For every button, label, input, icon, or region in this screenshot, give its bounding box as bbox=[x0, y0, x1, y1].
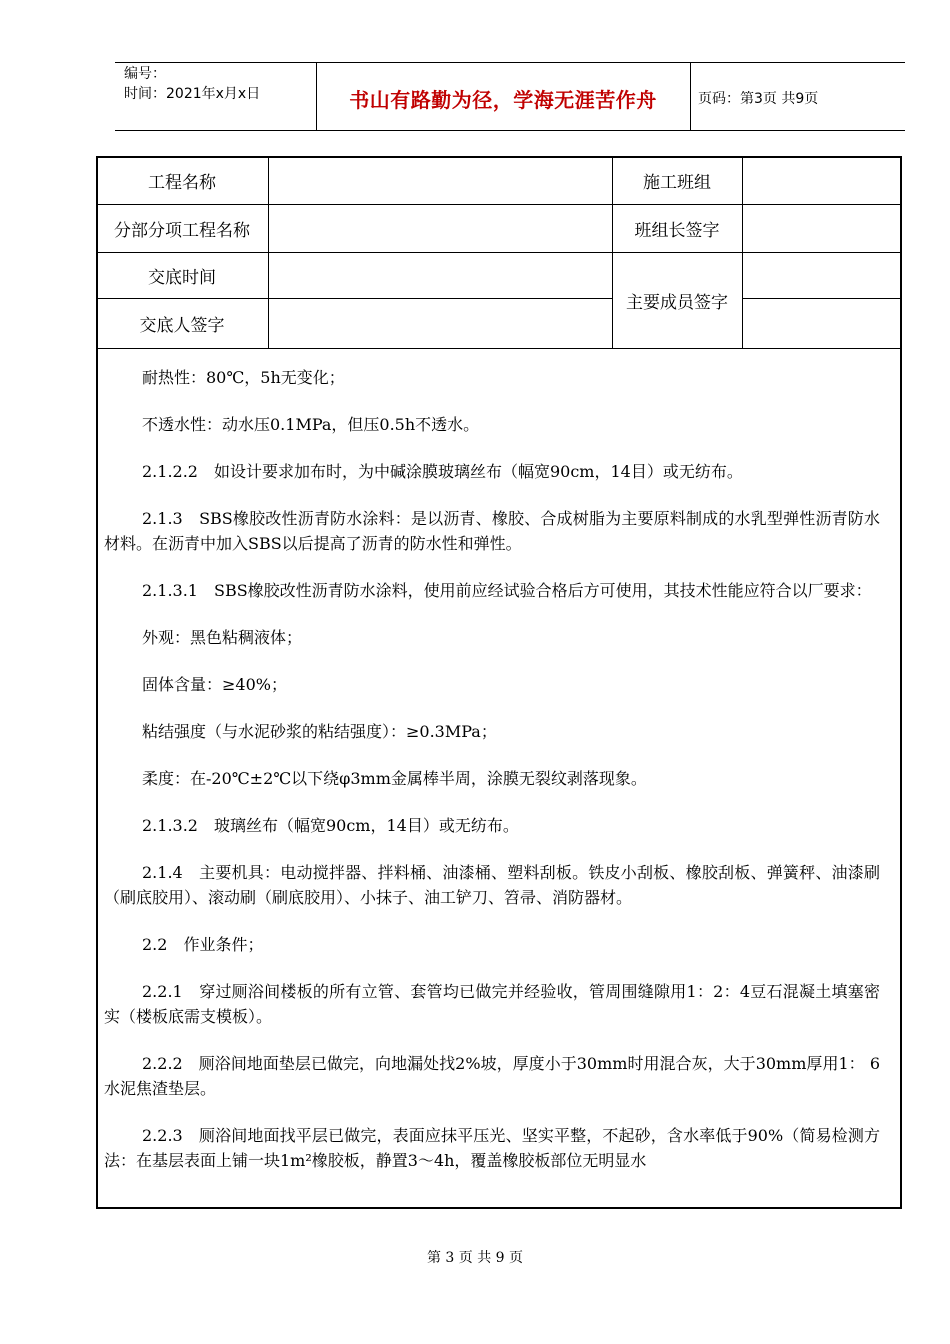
team-leader-sign-label: 班组长签字 bbox=[634, 220, 720, 241]
team-leader-sign-field[interactable] bbox=[742, 204, 902, 252]
paragraph: 固体含量：≥40%； bbox=[142, 675, 287, 694]
paragraph: 外观：黑色粘稠液体； bbox=[142, 628, 303, 647]
paragraph: 2.1.3.1 SBS橡胶改性沥青防水涂料，使用前应经试验合格后方可使用，其技术性能应符合以厂要求： bbox=[142, 581, 872, 600]
header-divider-right bbox=[690, 62, 691, 130]
header-meta bbox=[124, 64, 260, 104]
paragraph: 2.1.3 SBS橡胶改性沥青防水涂料：是以沥青、橡胶、合成树脂为主要原料制成的水乳型弹性沥青防水材料。在沥青中加入SBS以后提高了沥青的防水性和弹性。 bbox=[104, 509, 880, 553]
header-top-rule bbox=[115, 62, 905, 63]
team-field[interactable] bbox=[742, 156, 902, 204]
project-name-field[interactable] bbox=[268, 156, 612, 204]
page-footer: 第 3 页 共 9 页 bbox=[426, 1250, 524, 1266]
paragraph: 2.1.2.2 如设计要求加布时，为中碱涂膜玻璃丝布（幅宽90cm，14目）或无纺布。 bbox=[142, 462, 743, 481]
handover-time-label: 交底时间 bbox=[148, 267, 216, 288]
time-line: 时间：2021年x月x日 bbox=[124, 86, 261, 102]
paragraph: 2.2.2 厕浴间地面垫层已做完，向地漏处找2%坡，厚度小于30mm时用混合灰，大于30mm厚用1： 6水泥焦渣垫层。 bbox=[104, 1054, 880, 1098]
handover-person-sign-label: 交底人签字 bbox=[139, 315, 225, 336]
number-label: 编号： bbox=[124, 66, 166, 82]
page-info: 页码：第3页 共9页 bbox=[698, 91, 819, 107]
paragraph: 粘结强度（与水泥砂浆的粘结强度）：≥0.3MPa； bbox=[142, 722, 497, 741]
handover-time-field[interactable] bbox=[268, 252, 612, 298]
motto: 书山有路勤为径，学海无涯苦作舟 bbox=[349, 88, 657, 112]
handover-person-sign-field[interactable] bbox=[268, 298, 612, 348]
sub-project-label: 分部分项工程名称 bbox=[114, 220, 250, 241]
team-label: 施工班组 bbox=[643, 172, 711, 193]
paragraph: 不透水性：动水压0.1MPa，但压0.5h不透水。 bbox=[142, 415, 480, 434]
paragraph: 2.1.4 主要机具：电动搅拌器、拌料桶、油漆桶、塑料刮板。铁皮小刮板、橡胶刮板、弹簧秤、油漆刷（刷底胶用）、滚动刷（刷底胶用）、小抹子、油工铲刀、笤帚、消防器材。 bbox=[104, 863, 880, 907]
header-divider-left bbox=[316, 62, 317, 130]
header-bottom-rule bbox=[115, 130, 905, 131]
row-line-4 bbox=[96, 348, 902, 349]
paragraph: 2.1.3.2 玻璃丝布（幅宽90cm，14目）或无纺布。 bbox=[142, 816, 519, 835]
project-name-label: 工程名称 bbox=[148, 172, 216, 193]
paragraph: 柔度：在-20℃±2℃以下绕φ3mm金属棒半周，涂膜无裂纹剥落现象。 bbox=[142, 769, 647, 788]
paragraph: 2.2.3 厕浴间地面找平层已做完，表面应抹平压光、坚实平整，不起砂，含水率低于90%（简易检测方法：在基层表面上铺一块1m²橡胶板，静置3～4h，覆盖橡胶板部位无明显水 bbox=[104, 1126, 880, 1170]
members-sign-field-2[interactable] bbox=[742, 298, 902, 348]
paragraph: 2.2 作业条件； bbox=[142, 935, 264, 954]
members-sign-label: 主要成员签字 bbox=[626, 292, 728, 313]
sub-project-field[interactable] bbox=[268, 204, 612, 252]
paragraph: 耐热性：80℃，5h无变化； bbox=[142, 368, 345, 387]
disclosure-content bbox=[104, 365, 880, 1195]
members-sign-field-1[interactable] bbox=[742, 252, 902, 298]
paragraph: 2.2.1 穿过厕浴间楼板的所有立管、套管均已做完并经验收，管周围缝隙用1：2：4豆石混凝土填塞密实（楼板底需支模板）。 bbox=[104, 982, 880, 1026]
